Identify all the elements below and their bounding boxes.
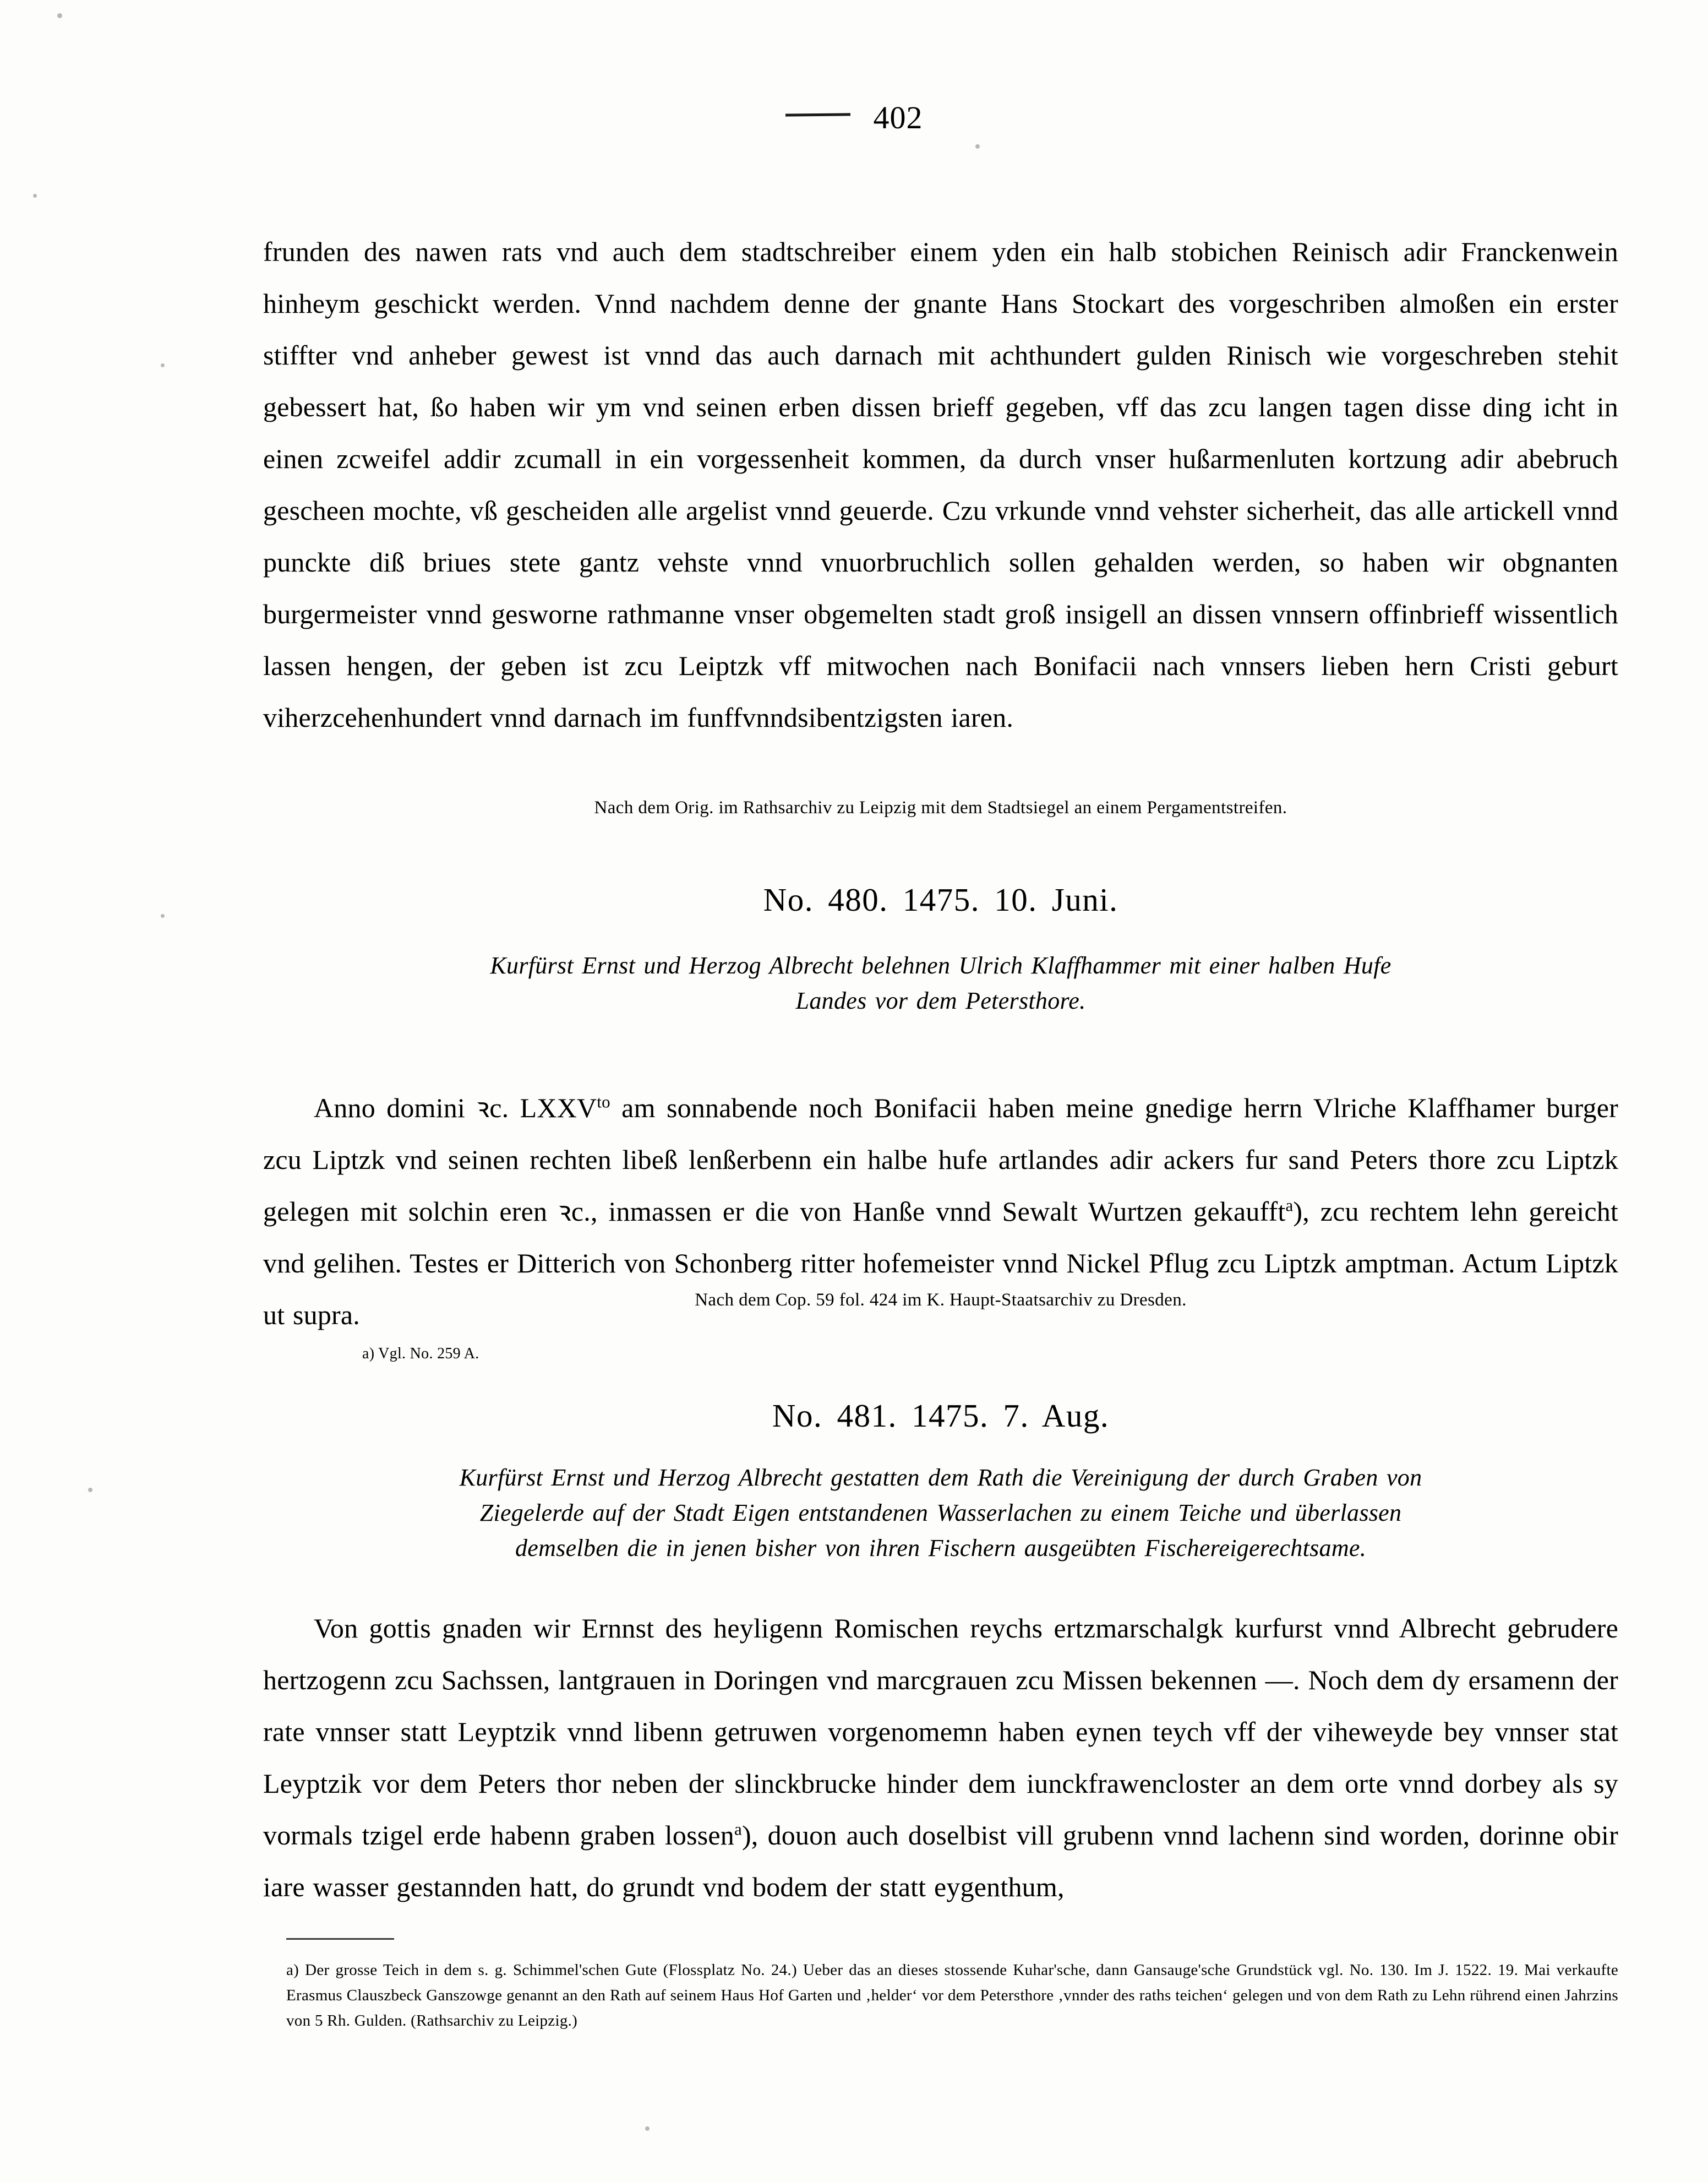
charter-480-body-part-1: Anno domini ꝛc. LXXV xyxy=(314,1092,597,1123)
scan-speck xyxy=(161,914,165,918)
charter-481-body-paragraph xyxy=(263,1602,1618,1913)
charter-480-subtitle xyxy=(263,948,1618,1019)
charter-481-subtitle xyxy=(263,1460,1618,1566)
charter-480-footnote-marker: a xyxy=(1285,1195,1294,1215)
charter-481-heading: No. 481. 1475. 7. Aug. xyxy=(772,1397,1110,1434)
page-number: 402 xyxy=(873,100,923,135)
scan-speck xyxy=(975,144,980,149)
charter-481-subtitle-line-2: Ziegelerde auf der Stadt Eigen entstandenen Wasserlachen zu einem Teiche und überlassen xyxy=(479,1499,1402,1526)
page-header-inner xyxy=(785,99,923,136)
charter-480-body-block xyxy=(263,1054,1618,1368)
charter-480-source-note: Nach dem Cop. 59 fol. 424 im K. Haupt-Staatsarchiv zu Dresden. xyxy=(695,1290,1187,1310)
scan-speck xyxy=(57,13,62,18)
charter-481-footnote-marker: a xyxy=(734,1819,742,1839)
charter-481-subtitle-line-3: demselben die in jenen bisher von ihren Fischern ausgeübten Fischereigerechtsame. xyxy=(515,1535,1367,1561)
continued-charter-source-note: Nach dem Orig. im Rathsarchiv zu Leipzig mit dem Stadtsiegel an einem Pergamentstreifen. xyxy=(594,798,1287,818)
charter-481-body-part-1: Von gottis gnaden wir Ernnst des heyligenn Romischen reychs ertzmarschalgk kurfurst vnnd Albrecht gebrudere hertzogenn zcu Sachssen, lantgrauen in Doringen vnd marcgrauen zcu Missen bekennen —. Noch dem dy ersamenn der rate vnnser statt Leyptzik vnnd libenn getruwen vorgenomemn haben eynen teych vff der viheweyde bey vnnser stat Leyptzik vor dem Peters thor neben der slinckbrucke hinder dem iunckfrawencloster an dem orte vnnd dorbey als sy vormals tzigel erde habenn graben lossen xyxy=(263,1613,1618,1851)
page-header xyxy=(0,99,1708,136)
charter-480-subtitle-line-1: Kurfürst Ernst und Herzog Albrecht belehnen Ulrich Klaffhammer mit einer halben Hufe xyxy=(490,952,1391,979)
continued-charter-block xyxy=(263,198,1618,771)
charter-480-heading: No. 480. 1475. 10. Juni. xyxy=(763,881,1118,918)
header-rule xyxy=(785,113,850,116)
charter-480-subtitle-line-2: Landes vor dem Petersthore. xyxy=(795,987,1086,1014)
charter-480-body-part-2: am sonnabende noch Bonifacii haben meine gnedige herrn Vlriche Klaffhamer burger zcu Liptzk vnd seinen rechten libeß lenßerbenn ein halbe hufe artlandes adir ackers fur sand Peters thore zcu Liptzk gelegen mit solchin eren ꝛc., inmassen er die von Hanße vnnd Sewalt Wurtzen gekaufft xyxy=(263,1092,1619,1227)
charter-481-footnote-block xyxy=(286,1957,1618,2033)
scan-speck xyxy=(88,1488,92,1492)
charter-480-superscript-to: to xyxy=(597,1092,610,1112)
charter-480-body-part-3: ), zcu rechtem lehn gereicht vnd gelihen. Testes er Ditterich von Schonberg ritter hofemeister vnnd Nickel Pflug zcu Liptzk amptman. Actum Liptzk ut supra. xyxy=(263,1196,1618,1330)
charter-481-body-part-2: ), douon auch doselbist vill grubenn vnnd lachenn sind worden, dorinne obir iare wasser gestannden hatt, do grundt vnd bodem der statt eygenthum, xyxy=(263,1820,1618,1902)
scan-speck xyxy=(645,2126,650,2131)
footnote-separator-rule xyxy=(286,1938,394,1940)
continued-charter-paragraph: frunden des nawen rats vnd auch dem stadtschreiber einem yden ein halb stobichen Reinisch adir Franckenwein hinheym geschickt werden. Vnnd nachdem denne der gnante Hans Stockart des vorgeschriben almoßen ein erster stiffter vnd anheber gewest ist vnnd das auch darnach mit achthundert gulden Rinisch wie vorgeschreben stehit gebessert hat, ßo haben wir ym vnd seinen erben dissen brieff gegeben, vff das zcu langen tagen disse ding icht in einen zcweifel addir zcumall in ein vorgessenheit kommen, da durch vnser hußarmenluten kortzung adir abebruch gescheen mochte, vß gescheiden alle argelist vnnd geuerde. Czu vrkunde vnnd vehster sicherheit, das alle artickell vnnd punckte diß briues stete gantz vehste vnnd vnuorbruchlich sollen gehalden werden, so haben wir obgnanten burgermeister vnnd gesworne rathmanne vnser obgemelten stadt groß insigell an dissen vnnsern offinbrieff wissentlich lassen hengen, der geben ist zcu Leiptzk vff mitwochen nach Bonifacii nach vnnsers lieben hern Cristi geburt viherzcehenhundert vnnd darnach im funffvnndsibentzigsten iaren. xyxy=(263,236,1618,733)
charter-481-body-block xyxy=(263,1575,1618,1940)
scan-speck xyxy=(161,363,165,367)
charter-480-footnote-a: a) Vgl. No. 259 A. xyxy=(362,1345,479,1362)
scan-speck xyxy=(33,194,37,198)
charter-481-footnote-a: a) Der grosse Teich in dem s. g. Schimmel'schen Gute (Flossplatz No. 24.) Ueber das an dieses stossende Kuhar'sche, dann Gansauge'sche Grundstück vgl. No. 130. Im J. 1522. 19. Mai verkaufte Erasmus Clauszbeck Ganszowge genannt an den Rath auf seinem Haus Hof Garten und ‚helder‘ vor dem Petersthore ‚vnnder des raths teichen‘ gelegen und von dem Rath zu Lehn rührend einen Jahrzins von 5 Rh. Gulden. (Rathsarchiv zu Leipzig.) xyxy=(286,1961,1618,2029)
charter-481-subtitle-line-1: Kurfürst Ernst und Herzog Albrecht gestatten dem Rath die Vereinigung der durch Graben von xyxy=(459,1464,1422,1491)
